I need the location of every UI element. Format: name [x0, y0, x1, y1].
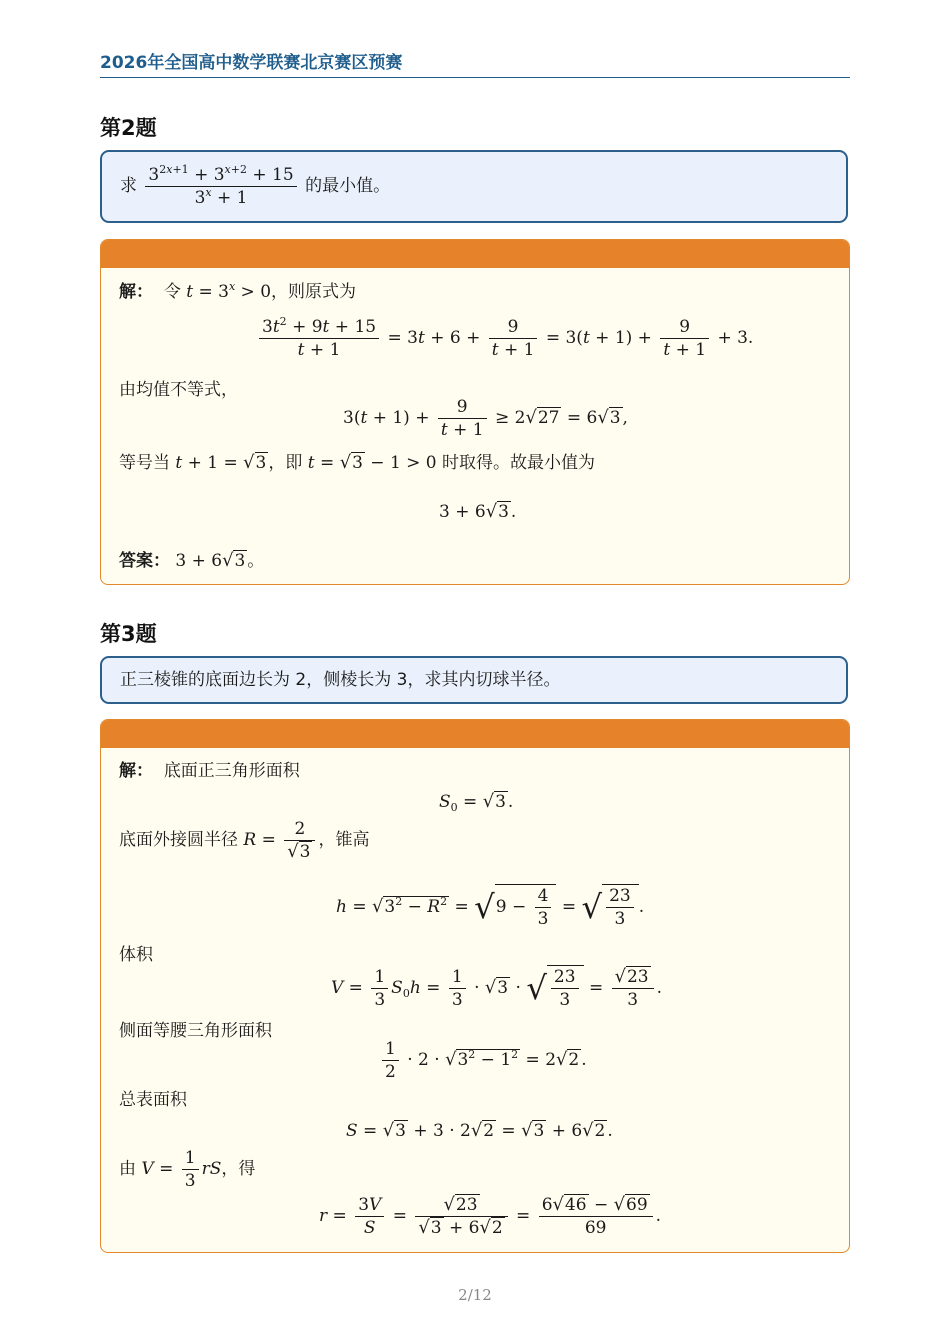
problem-3-title: 第3题: [100, 622, 157, 646]
solution-3-line-5: 总表面积: [119, 1090, 187, 1110]
problem-3-solution-box: [100, 719, 850, 1253]
solution-2-answer: 答案： 3 + 6√3 。: [119, 550, 265, 571]
solution-3-equation-lateral: $\frac{1}{2}$ · $2 \cdot √3^2 - 1^2 = 2√2$ .: [379, 1038, 587, 1083]
solution-3-equation-area: $S_0 = √3$ .: [439, 791, 514, 814]
problem-3-statement: 正三棱锥的底面边长为 2，侧棱长为 3，求其内切球半径。: [120, 670, 561, 690]
solution-3-equation-volume: V = $\frac{1}{3}$ $S_0h$ = $\frac{1}{3}$ · √3 · √ $\frac{23}{3}$ = $\frac{√23}{3}$ .: [331, 966, 663, 1010]
problem-2-expression: $\frac{3^{2x+1} + 3^{x+2} + 15}{3^x + 1}$: [145, 164, 296, 209]
solution-3-equation-surface: S = √3 + 3 · 2√2 = √3 + 6√2 .: [346, 1120, 613, 1141]
solution-3-line-4: 侧面等腰三角形面积: [119, 1021, 272, 1041]
solution-3-line-2: 底面外接圆半径 R = $\frac{2}{√3}$ ，锥高: [119, 819, 370, 862]
solution-header-bar: [101, 720, 849, 748]
solution-3-line-6: 由 V = $\frac{1}{3}$ rS，得: [119, 1148, 256, 1191]
solution-2-line-1: 解： 令 $t = 3^x > 0$，则原式为: [119, 280, 357, 302]
problem-2-statement: 求 $\frac{3^{2x+1} + 3^{x+2} + 15}{3^x + 1}$ 的最小值。: [120, 163, 391, 208]
solution-2-line-3: 等号当 t + 1 = √3 ，即 t = √3 − 1 > 0 时取得。故最小值为: [119, 452, 596, 473]
page-number: 2/12: [458, 1286, 492, 1304]
solution-2-min-value: 3 + 6√3 .: [439, 501, 517, 522]
solution-2-line-2: 由均值不等式，: [119, 380, 238, 400]
page-header: [100, 50, 850, 78]
solution-3-line-3: 体积: [119, 945, 153, 965]
problem-2-box: [100, 150, 848, 223]
solution-3-line-1: 解： 底面正三角形面积: [119, 761, 300, 781]
solution-3-equation-radius: r = $\frac{3V}{S}$ = $\frac{√23}{√3 + 6√2}$ = $\frac{6√46 - √69}{69}$ .: [319, 1194, 662, 1238]
solution-2-equation-1: $\frac{3t^2 + 9t + 15}{t + 1}$ = 3t + 6 + $\frac{9}{t + 1}$ = 3(t + 1) + $\frac{9}{t + 1}$ + 3.: [256, 316, 753, 361]
solution-2-equation-2: 3(t + 1) + $\frac{9}{t + 1}$ ≥ 2√27 = 6√3 ,: [343, 397, 628, 440]
solution-header-bar: [101, 240, 849, 268]
problem-2-solution-box: [100, 239, 850, 585]
solution-3-equation-height: $h = √3^2 - R^2 = √9$ − $\frac{4}{3}$ = √ $\frac{23}{3}$ .: [336, 886, 645, 929]
problem-2-title: 第2题: [100, 116, 157, 140]
header-title: 2026年全国高中数学联赛北京赛区预赛: [100, 53, 403, 73]
problem-3-box: [100, 656, 848, 704]
